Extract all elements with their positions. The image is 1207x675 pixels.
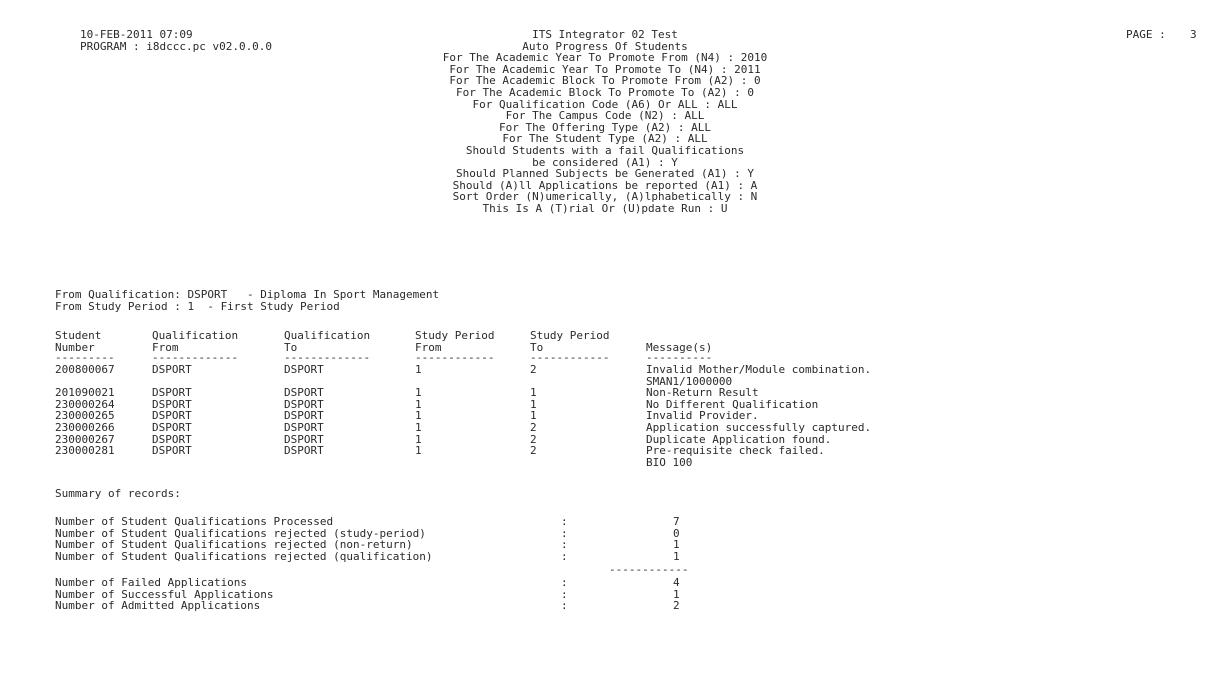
report-subtitle: Auto Progress Of Students [522,39,688,53]
cell-message: No Different Qualification [646,397,819,411]
header-messages: Message(s) [646,340,713,354]
param-line: For Qualification Code (A6) Or ALL : ALL [472,97,738,111]
summary-separator: : [561,587,568,601]
cell-student-number: 230000265 [55,409,115,423]
summary-label: Number of Student Qualifications rejected (study-period) [55,526,426,540]
summary-value: 4 [673,576,680,589]
param-line: Should (A)ll Applications be reported (A1) : A [452,178,758,192]
summary-separator: : [561,599,568,613]
header-underline: ------------- [152,351,239,364]
from-study-period: From Study Period : 1 - First Study Period [55,300,340,313]
cell-qual-from: DSPORT [152,432,192,446]
summary-value: 7 [673,515,680,528]
cell-sp-to: 1 [530,397,537,411]
cell-sp-to: 1 [530,386,537,400]
summary-divider: ------------ [609,563,689,576]
cell-message: Invalid Mother/Module combination. [646,363,872,376]
cell-student-number: 230000267 [55,432,115,446]
cell-qual-to: DSPORT [284,409,324,423]
summary-value: 1 [673,587,680,601]
summary-value: 2 [673,599,680,613]
cell-message-detail: BIO 100 [646,455,693,469]
page-label: PAGE : [1126,28,1166,41]
cell-qual-to: DSPORT [284,421,324,434]
report-datetime: 10-FEB-2011 07:09 [80,28,193,41]
param-line: This Is A (T)rial Or (U)pdate Run : U [482,201,728,215]
header-underline: ------------- [284,351,371,364]
summary-label: Number of Admitted Applications [55,599,261,613]
cell-sp-from: 1 [415,444,422,458]
cell-message: Pre-requisite check failed. [646,444,825,458]
cell-sp-from: 1 [415,409,422,423]
header-qual-to-2: To [284,340,298,354]
summary-label: Number of Successful Applications [55,587,274,601]
header-underline: ------------ [415,351,495,364]
cell-message: Application successfully captured. [646,421,872,434]
param-line: For The Offering Type (A2) : ALL [499,120,711,134]
cell-sp-from: 1 [415,432,422,446]
param-line: For The Student Type (A2) : ALL [502,132,708,146]
from-qualification: From Qualification: DSPORT - Diploma In Sport Management [55,288,440,301]
header-underline: ------------ [530,351,610,364]
cell-message: Invalid Provider. [646,409,759,423]
cell-student-number: 230000281 [55,444,115,458]
header-student-1: Student [55,329,102,342]
param-line: Should Students with a fail Qualifications [465,143,745,157]
cell-sp-to: 2 [530,432,537,446]
cell-qual-from: DSPORT [152,397,192,411]
header-qual-from-1: Qualification [152,329,239,342]
cell-qual-from: DSPORT [152,421,192,434]
cell-qual-from: DSPORT [152,386,192,400]
cell-qual-from: DSPORT [152,363,192,376]
param-line: Should Planned Subjects be Generated (A1) : Y [455,167,754,181]
param-line: For The Academic Block To Promote To (A2) : 0 [455,85,754,99]
cell-qual-to: DSPORT [284,432,324,446]
cell-sp-to: 2 [530,444,537,458]
cell-qual-to: DSPORT [284,363,324,376]
header-sp-to-1: Study Period [530,329,610,342]
summary-separator: : [561,515,568,528]
header-sp-from-1: Study Period [415,329,495,342]
summary-label: Number of Student Qualifications rejected (non-return) [55,538,413,552]
header-sp-from-2: From [415,340,442,354]
page-number: 3 [1190,28,1197,41]
cell-sp-to: 1 [530,409,537,423]
param-line: For The Campus Code (N2) : ALL [505,109,705,123]
program-name: PROGRAM : i8dccc.pc v02.0.0.0 [80,39,273,53]
summary-label: Number of Failed Applications [55,576,248,589]
cell-sp-from: 1 [415,421,422,434]
cell-sp-to: 2 [530,421,537,434]
cell-student-number: 230000264 [55,397,115,411]
cell-student-number: 200800067 [55,363,115,376]
header-qual-from-2: From [152,340,179,354]
cell-sp-from: 1 [415,363,422,376]
summary-value: 0 [673,526,680,540]
cell-qual-to: DSPORT [284,386,324,400]
header-student-2: Number [55,340,95,354]
summary-label: Number of Student Qualifications rejected (qualification) [55,549,433,563]
summary-value: 1 [673,549,680,563]
cell-sp-from: 1 [415,386,422,400]
param-line: For The Academic Year To Promote From (N4) : 2010 [442,51,768,65]
cell-sp-from: 1 [415,397,422,411]
cell-student-number: 201090021 [55,386,115,400]
cell-sp-to: 2 [530,363,537,376]
cell-qual-to: DSPORT [284,397,324,411]
summary-value: 1 [673,538,680,552]
cell-qual-to: DSPORT [284,444,324,458]
header-underline: ---------- [646,351,713,364]
header-sp-to-2: To [530,340,544,354]
summary-separator: : [561,549,568,563]
cell-student-number: 230000266 [55,421,115,434]
cell-qual-from: DSPORT [152,409,192,423]
summary-separator: : [561,576,568,589]
cell-message-detail: SMAN1/1000000 [646,374,733,388]
summary-separator: : [561,526,568,540]
param-line: For The Academic Year To Promote To (N4) : 2011 [449,62,761,76]
header-underline: --------- [55,351,115,364]
report-title: ITS Integrator 02 Test [532,28,678,41]
summary-label: Number of Student Qualifications Processed [55,515,334,528]
cell-qual-from: DSPORT [152,444,192,458]
param-line: be considered (A1) : Y [532,155,678,169]
cell-message: Duplicate Application found. [646,432,832,446]
header-qual-to-1: Qualification [284,329,371,342]
summary-title: Summary of records: [55,487,181,500]
param-line: Sort Order (N)umerically, (A)lphabetically : N [452,190,758,204]
summary-separator: : [561,538,568,552]
report-parameters [330,29,880,215]
cell-message: Non-Return Result [646,386,759,400]
param-line: For The Academic Block To Promote From (A2) : 0 [449,74,761,88]
